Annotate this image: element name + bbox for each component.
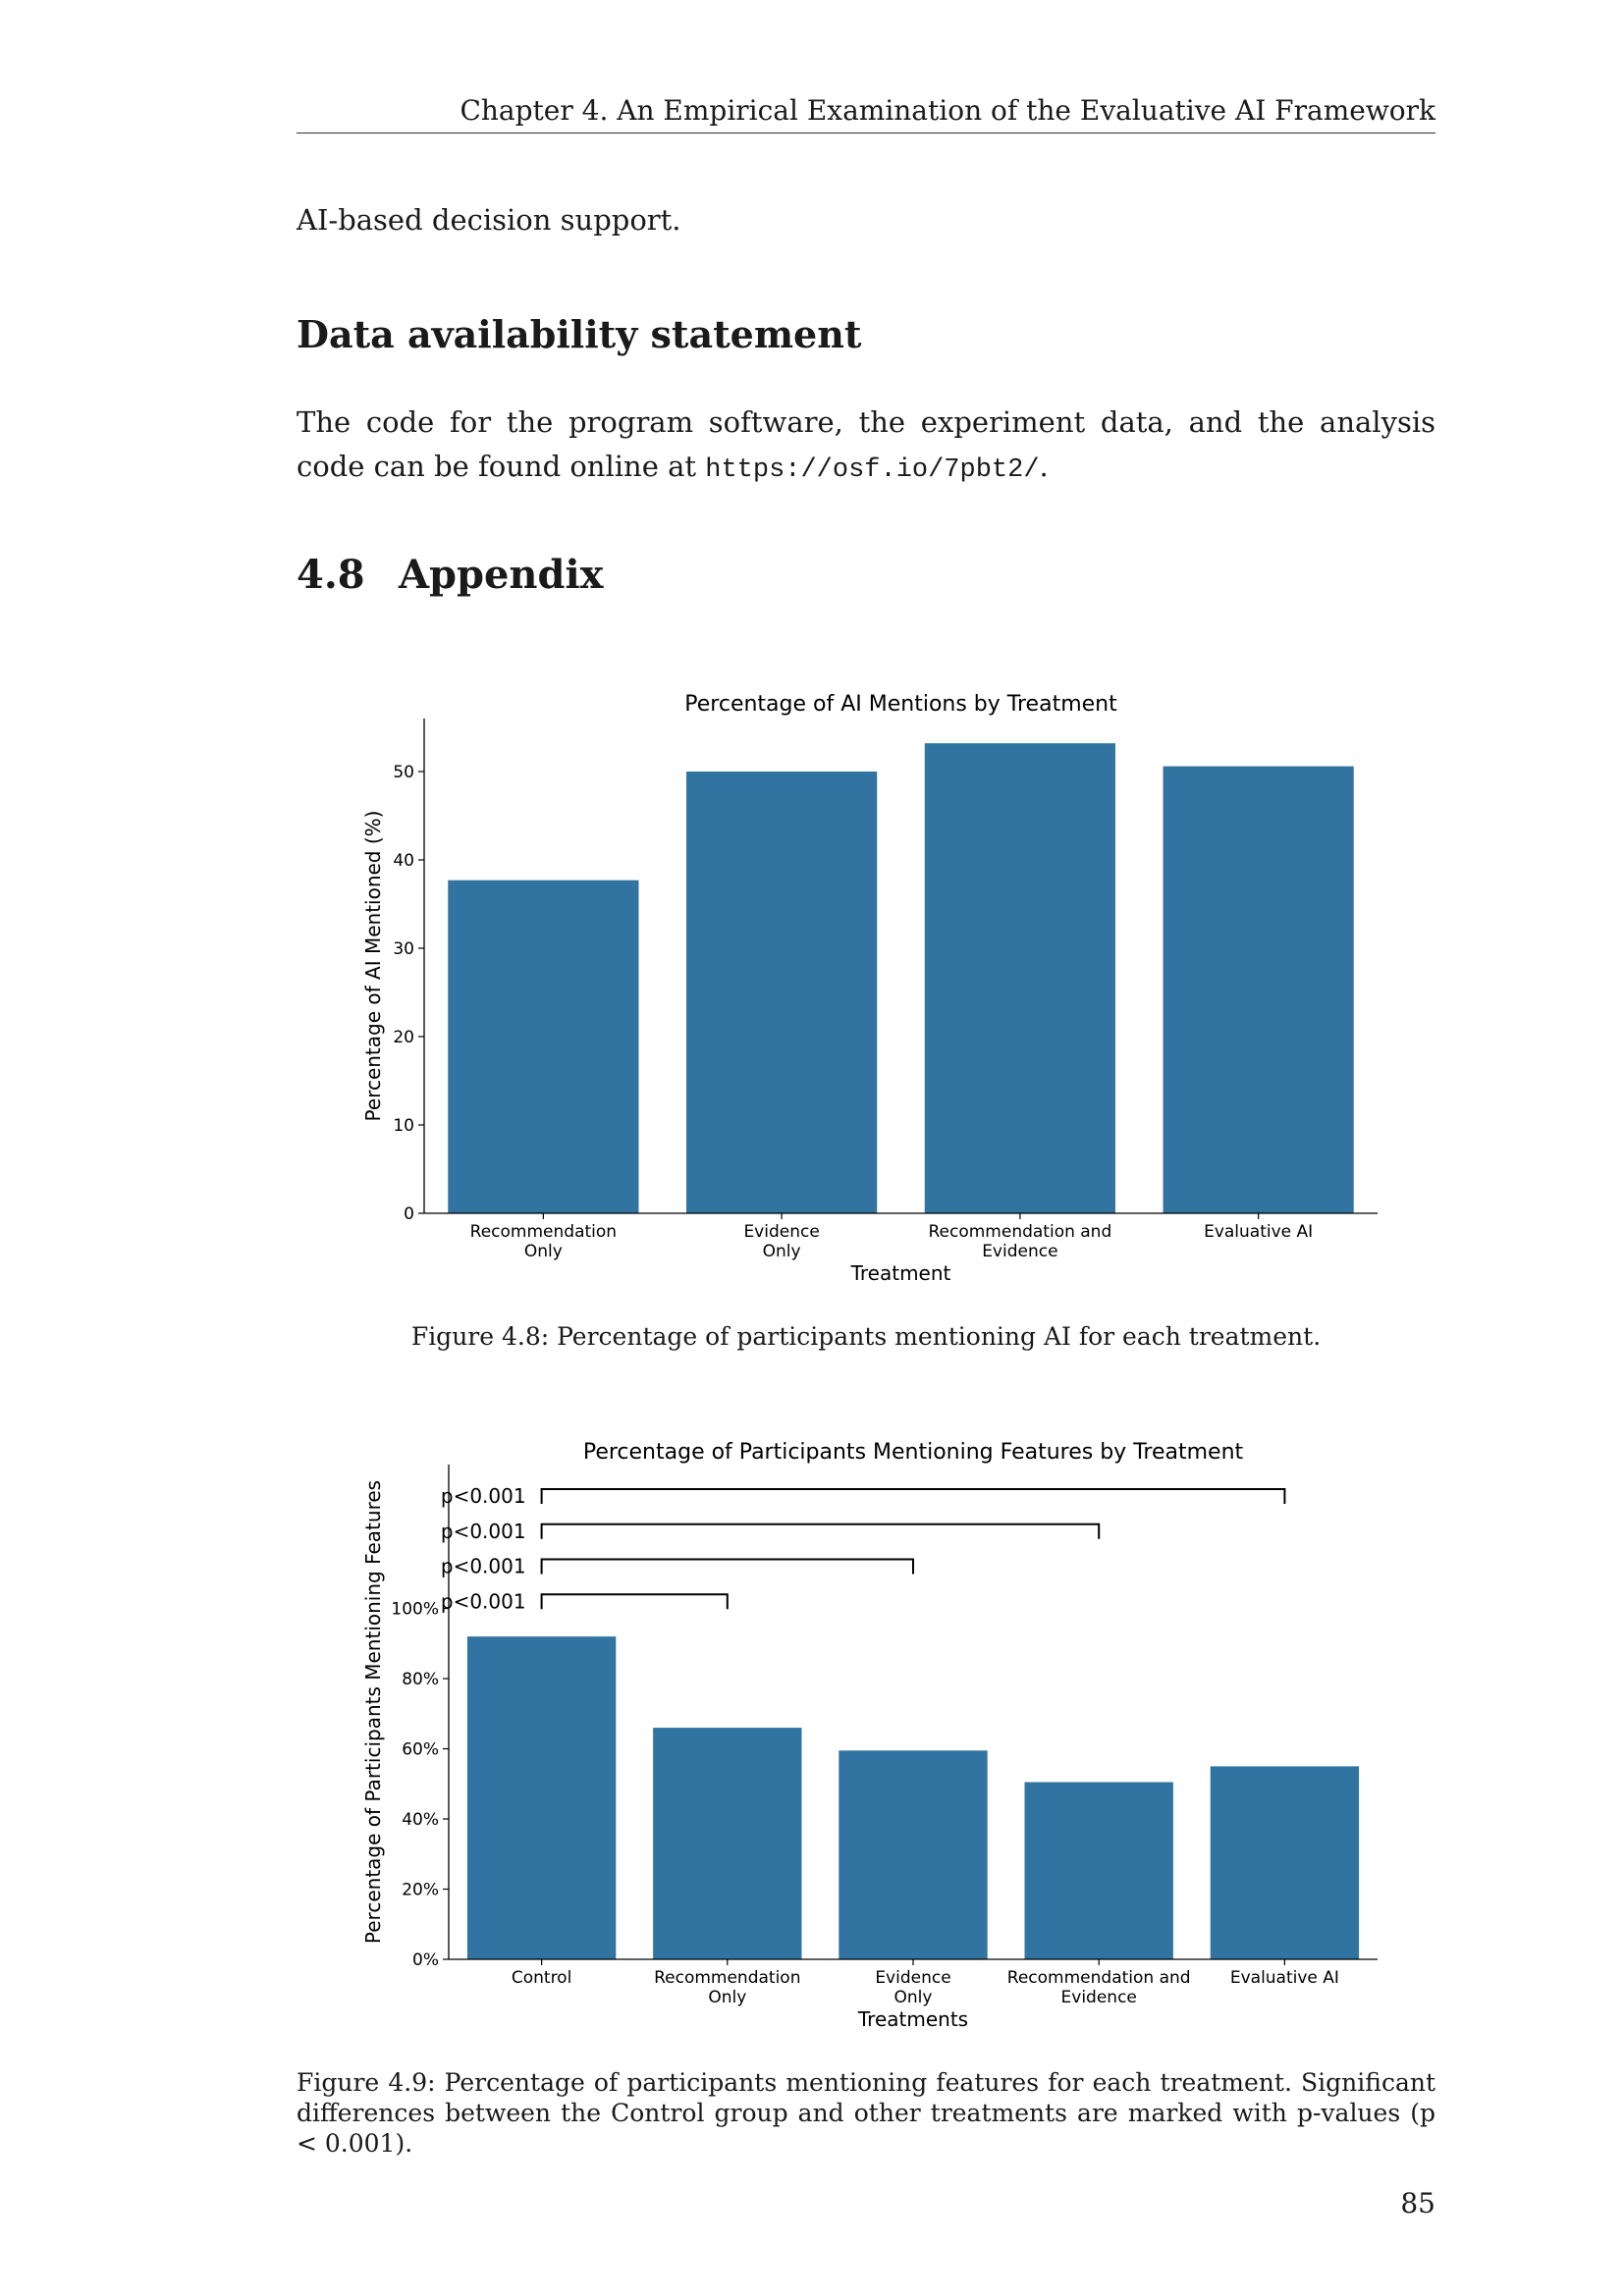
bar	[1211, 1766, 1359, 1959]
y-tick-label: 50	[393, 763, 414, 782]
data-availability-heading: Data availability statement	[297, 312, 862, 356]
bar	[839, 1750, 987, 1959]
significance-bracket	[542, 1524, 1100, 1539]
x-axis-label: Treatment	[850, 1261, 951, 1285]
paragraph-text: The code for the program software, the experiment data, and the analysis code can be found online at	[297, 405, 1435, 483]
x-tick-label: Evidence Only	[875, 1968, 951, 2007]
figure-4-9-chart	[0, 1414, 1624, 2042]
significance-bracket	[542, 1489, 1285, 1504]
bar	[467, 1636, 616, 1959]
y-axis-label: Percentage of Participants Mentioning Features	[361, 1479, 385, 1945]
paragraph-end: .	[1039, 450, 1049, 483]
bar	[686, 772, 877, 1213]
x-tick-label: Recommendation Only	[469, 1222, 618, 1261]
y-tick-label: 60%	[402, 1739, 439, 1760]
appendix-heading	[297, 552, 604, 598]
y-tick-label: 80%	[402, 1670, 439, 1690]
page-number: 85	[1400, 2187, 1435, 2219]
y-tick-label: 0	[404, 1204, 414, 1224]
section-number: 4.8	[297, 552, 365, 598]
figure-4-9-caption: Figure 4.9: Percentage of participants mentioning features for each treatment. Significant differences between the Control group and other treatments are marked with p-values (p < 0.001).	[297, 2068, 1435, 2158]
running-head: Chapter 4. An Empirical Examination of the Evaluative AI Framework	[460, 94, 1435, 127]
data-url-link[interactable]: https://osf.io/7pbt2/	[705, 455, 1040, 485]
x-tick-label: Evaluative AI	[1229, 1968, 1339, 1988]
bar	[1164, 767, 1354, 1213]
significance-label: p<0.001	[440, 1484, 526, 1509]
x-tick-label: Recommendation and Evidence	[1006, 1968, 1191, 2007]
chart-title: Percentage of Participants Mentioning Features by Treatment	[582, 1440, 1244, 1465]
x-axis-label: Treatments	[857, 2007, 969, 2031]
section-title: Appendix	[399, 552, 604, 598]
bar	[1025, 1782, 1173, 1959]
y-tick-label: 0%	[412, 1950, 439, 1970]
y-tick-label: 30	[393, 939, 414, 959]
significance-bracket	[542, 1560, 913, 1575]
chart-title: Percentage of AI Mentions by Treatment	[684, 692, 1117, 717]
x-tick-label: Control	[511, 1968, 572, 1988]
significance-label: p<0.001	[440, 1554, 526, 1578]
bar	[925, 743, 1115, 1213]
x-tick-label: Recommendation and Evidence	[928, 1222, 1112, 1261]
significance-label: p<0.001	[440, 1519, 526, 1543]
y-tick-label: 20%	[402, 1880, 439, 1900]
y-axis-label: Percentage of AI Mentioned (%)	[361, 810, 385, 1122]
data-availability-paragraph	[297, 400, 1435, 493]
significance-bracket	[542, 1594, 728, 1609]
x-tick-label: Evaluative AI	[1204, 1222, 1314, 1242]
significance-label: p<0.001	[440, 1589, 526, 1614]
y-tick-label: 20	[393, 1028, 414, 1047]
y-tick-label: 40%	[402, 1810, 439, 1831]
bar	[653, 1728, 801, 1959]
bar	[448, 881, 638, 1213]
x-tick-label: Recommendation Only	[654, 1968, 801, 2007]
y-tick-label: 10	[393, 1116, 414, 1136]
y-tick-label: 100%	[391, 1599, 439, 1620]
x-tick-label: Evidence Only	[743, 1222, 820, 1261]
figure-4-8-chart	[0, 667, 1624, 1296]
figure-4-8-caption: Figure 4.8: Percentage of participants mentioning AI for each treatment.	[410, 1322, 1322, 1351]
intro-text: AI-based decision support.	[297, 203, 681, 237]
y-tick-label: 40	[393, 851, 414, 871]
